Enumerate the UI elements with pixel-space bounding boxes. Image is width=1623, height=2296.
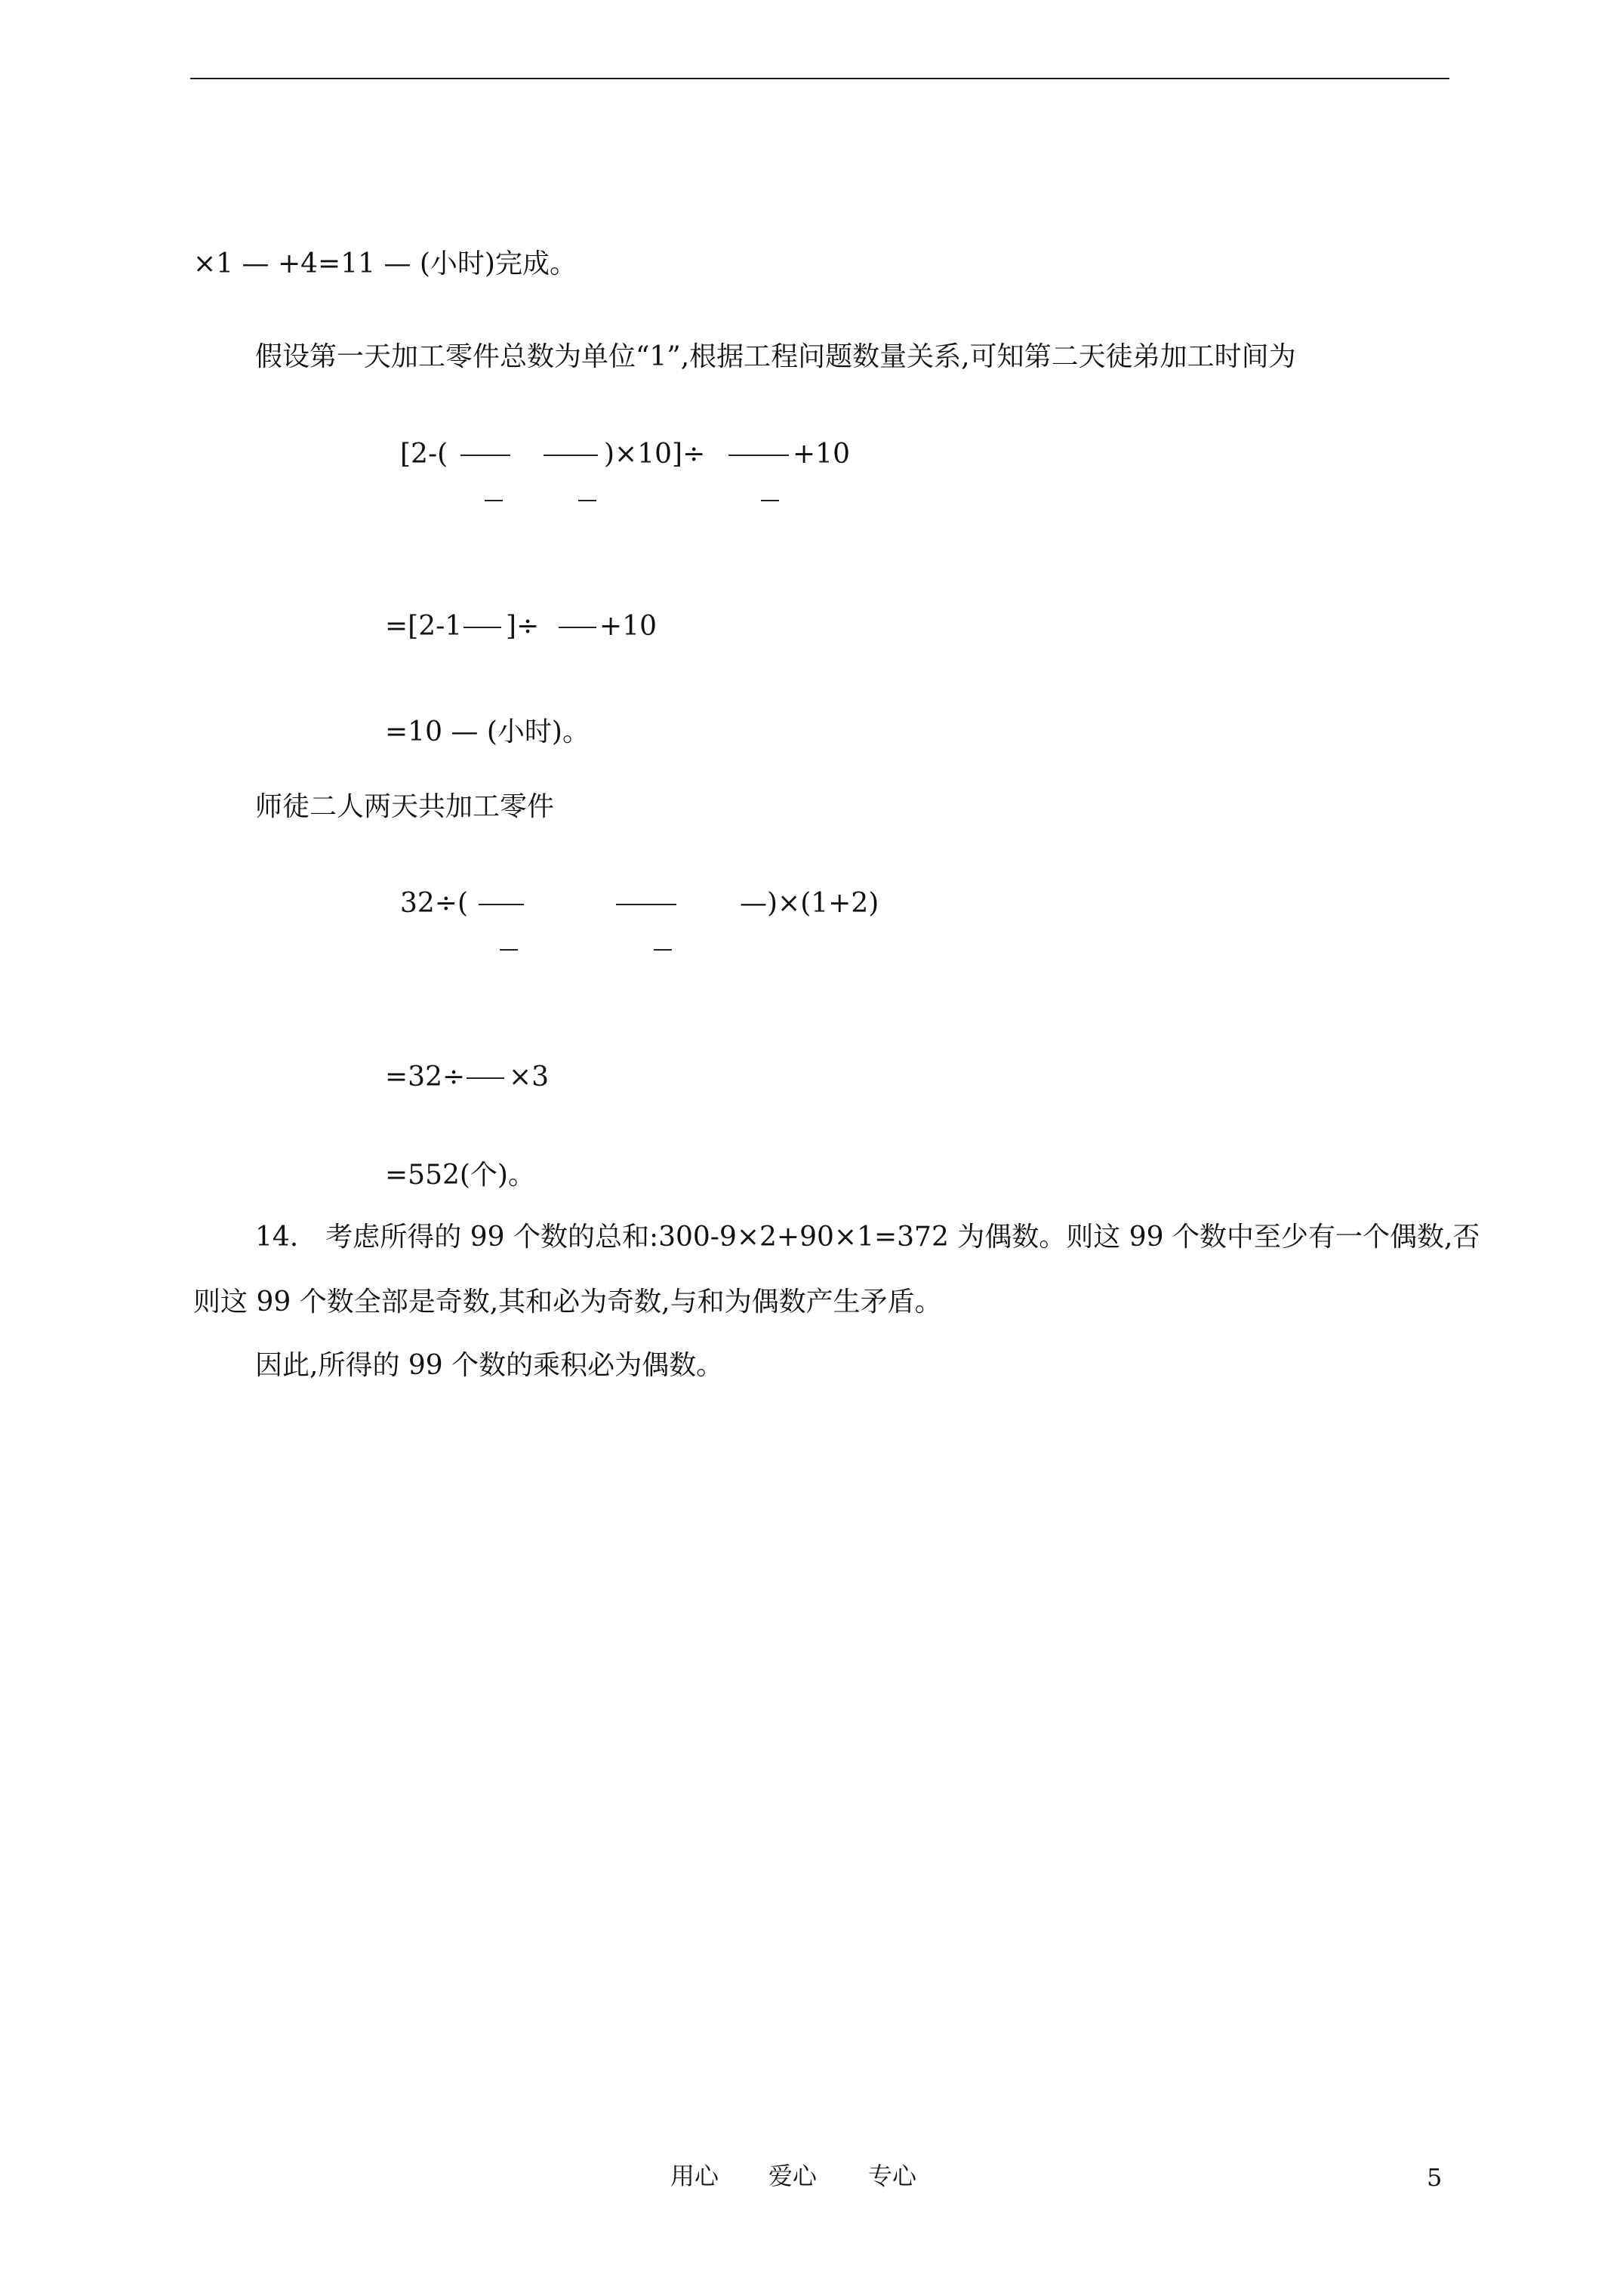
paragraph-14-line-1: 14. 考虑所得的 99 个数的总和:300-9×2+90×1=372 为偶数。则这 99 个数中至少有一个偶数,否 [255, 1222, 1480, 1253]
formula-part: =[2-1 [385, 611, 463, 642]
denominator-mark [500, 949, 518, 951]
text-line: ×1 — +4=11 — (小时)完成。 [193, 248, 577, 279]
formula-part: +10 [793, 439, 850, 470]
text-line: 师徒二人两天共加工零件 [255, 791, 555, 822]
formula-part: )×10]÷ [604, 439, 706, 470]
footer-right: 专心 [868, 2162, 917, 2190]
header-rule [190, 78, 1449, 79]
formula-part: +10 [599, 611, 657, 642]
denominator-mark [578, 500, 596, 501]
formula-part: 32÷( [400, 888, 469, 919]
fraction-bar [559, 627, 596, 628]
fraction-bar [479, 904, 524, 905]
paragraph-14-line-2: 则这 99 个数全部是奇数,其和必为奇数,与和为偶数产生矛盾。 [193, 1287, 942, 1318]
text-line: 假设第一天加工零件总数为单位“1”,根据工程问题数量关系,可知第二天徒弟加工时间为 [255, 341, 1296, 372]
fraction-bar [544, 455, 598, 456]
footer-left: 用心 [670, 2162, 719, 2190]
formula-part: ]÷ [506, 611, 540, 642]
denominator-mark [485, 500, 503, 501]
fraction-bar [467, 1077, 504, 1079]
fraction-bar [616, 904, 676, 905]
denominator-mark [761, 500, 779, 501]
denominator-mark [654, 949, 672, 951]
formula-part: =32÷ [385, 1062, 466, 1093]
fraction-bar [728, 455, 789, 456]
page-number: 5 [1427, 2163, 1443, 2192]
formula-part: [2-( [400, 439, 448, 470]
footer-middle: 爱心 [768, 2162, 818, 2190]
fraction-bar [463, 627, 501, 628]
paragraph-14-line-3: 因此,所得的 99 个数的乘积必为偶数。 [255, 1350, 724, 1381]
formula-result: =10 — (小时)。 [385, 717, 590, 747]
fraction-bar [460, 455, 510, 456]
formula-part: —)×(1+2) [740, 888, 879, 919]
formula-result: =552(个)。 [385, 1160, 535, 1191]
formula-part: ×3 [509, 1062, 550, 1093]
